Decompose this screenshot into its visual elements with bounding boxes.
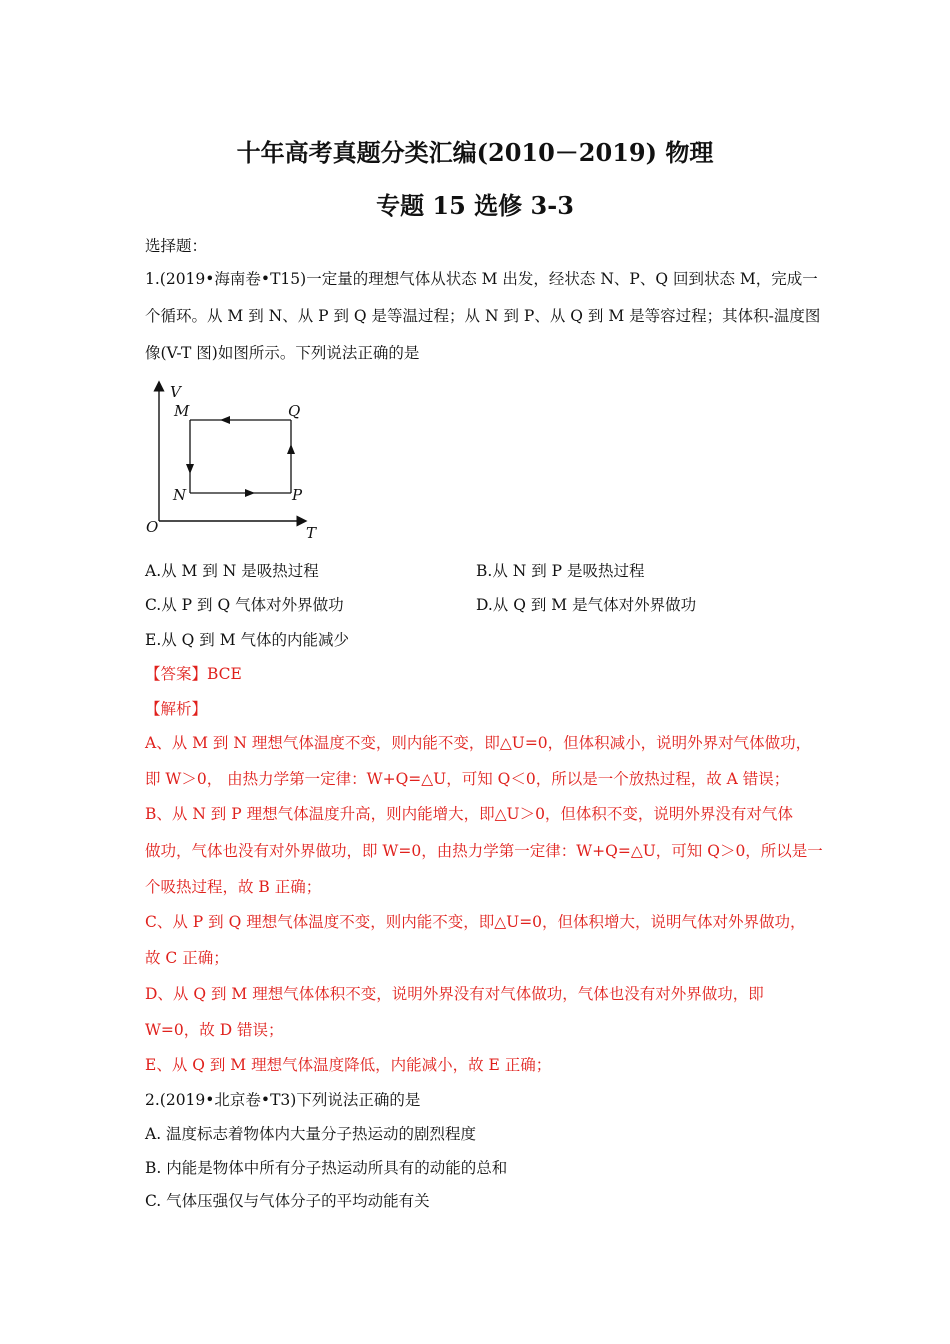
analysis-line: E、从 Q 到 M 理想气体温度降低，内能减小，故 E 正确； <box>145 1056 552 1074</box>
vt-diagram-svg <box>140 378 320 546</box>
analysis-line: 故 C 正确； <box>145 949 229 967</box>
q1-stem-line-2: 个循环。从 M 到 N、从 P 到 Q 是等温过程；从 N 到 P、从 Q 到 M 是等容过程；其体积-温度图 <box>145 307 821 325</box>
analysis-line: A、从 M 到 N 理想气体温度不变，则内能不变，即△U=0，但体积减小，说明外界对气体做功， <box>145 734 812 752</box>
q1-stem-line-3: 像(V-T 图)如图所示。下列说法正确的是 <box>145 344 420 362</box>
label-origin: O <box>146 518 159 536</box>
label-p: P <box>292 486 303 504</box>
q1-stem-text-1: 一定量的理想气体从状态 M 出发，经状态 N、P、Q 回到状态 M，完成一 <box>306 270 818 288</box>
analysis-line: B、从 N 到 P 理想气体温度升高，则内能增大，即△U＞0，但体积不变，说明外界没有对气体 <box>145 805 793 823</box>
arrow-q-to-m <box>220 416 230 424</box>
analysis-line: D、从 Q 到 M 理想气体体积不变，说明外界没有对气体做功，气体也没有对外界做功，即 <box>145 985 764 1003</box>
q1-option-a: A.从 M 到 N 是吸热过程 <box>145 562 319 580</box>
q1-option-c: C.从 P 到 Q 气体对外界做功 <box>145 596 344 614</box>
q2-option-a: A. 温度标志着物体内大量分子热运动的剧烈程度 <box>145 1125 477 1143</box>
q1-option-e: E.从 Q 到 M 气体的内能减少 <box>145 631 350 649</box>
vt-diagram <box>140 378 320 546</box>
label-m: M <box>174 402 190 420</box>
analysis-line: W=0，故 D 错误； <box>145 1021 284 1039</box>
arrow-p-to-q <box>287 444 295 454</box>
arrow-m-to-n <box>186 464 194 474</box>
label-q: Q <box>288 402 301 420</box>
q2-option-b: B. 内能是物体中所有分子热运动所具有的动能的总和 <box>145 1159 508 1177</box>
label-v-axis: V <box>170 383 181 401</box>
label-t-axis: T <box>306 524 317 542</box>
analysis-line: C、从 P 到 Q 理想气体温度不变，则内能不变，即△U=0，但体积增大，说明气体对外界做功， <box>145 913 806 931</box>
label-n: N <box>173 486 187 504</box>
q1-answer: 【答案】BCE <box>145 665 242 683</box>
arrow-n-to-p <box>245 489 255 497</box>
q1-source: 1.(2019•海南卷•T15) <box>145 270 307 288</box>
analysis-line: 做功，气体也没有对外界做功，即 W=0，由热力学第一定律：W+Q=△U，可知 Q＞0，所以是一 <box>145 842 823 860</box>
section-heading: 选择题： <box>145 237 208 255</box>
q1-option-d: D.从 Q 到 M 是气体对外界做功 <box>476 596 697 614</box>
q1-analysis-label: 【解析】 <box>145 700 208 718</box>
q1-stem-line-1 <box>145 267 818 289</box>
document-subtitle: 专题 15 选修 3-3 <box>376 191 574 220</box>
q2-stem: 2.(2019•北京卷•T3)下列说法正确的是 <box>145 1091 421 1109</box>
analysis-line: 即 W＞0， 由热力学第一定律：W+Q=△U，可知 Q＜0，所以是一个放热过程，故 A 错误； <box>145 770 790 788</box>
document-title: 十年高考真题分类汇编(2010－2019) 物理 <box>236 138 714 167</box>
q1-option-b: B.从 N 到 P 是吸热过程 <box>476 562 645 580</box>
analysis-line: 个吸热过程，故 B 正确； <box>145 878 322 896</box>
q2-option-c: C. 气体压强仅与气体分子的平均动能有关 <box>145 1192 430 1210</box>
